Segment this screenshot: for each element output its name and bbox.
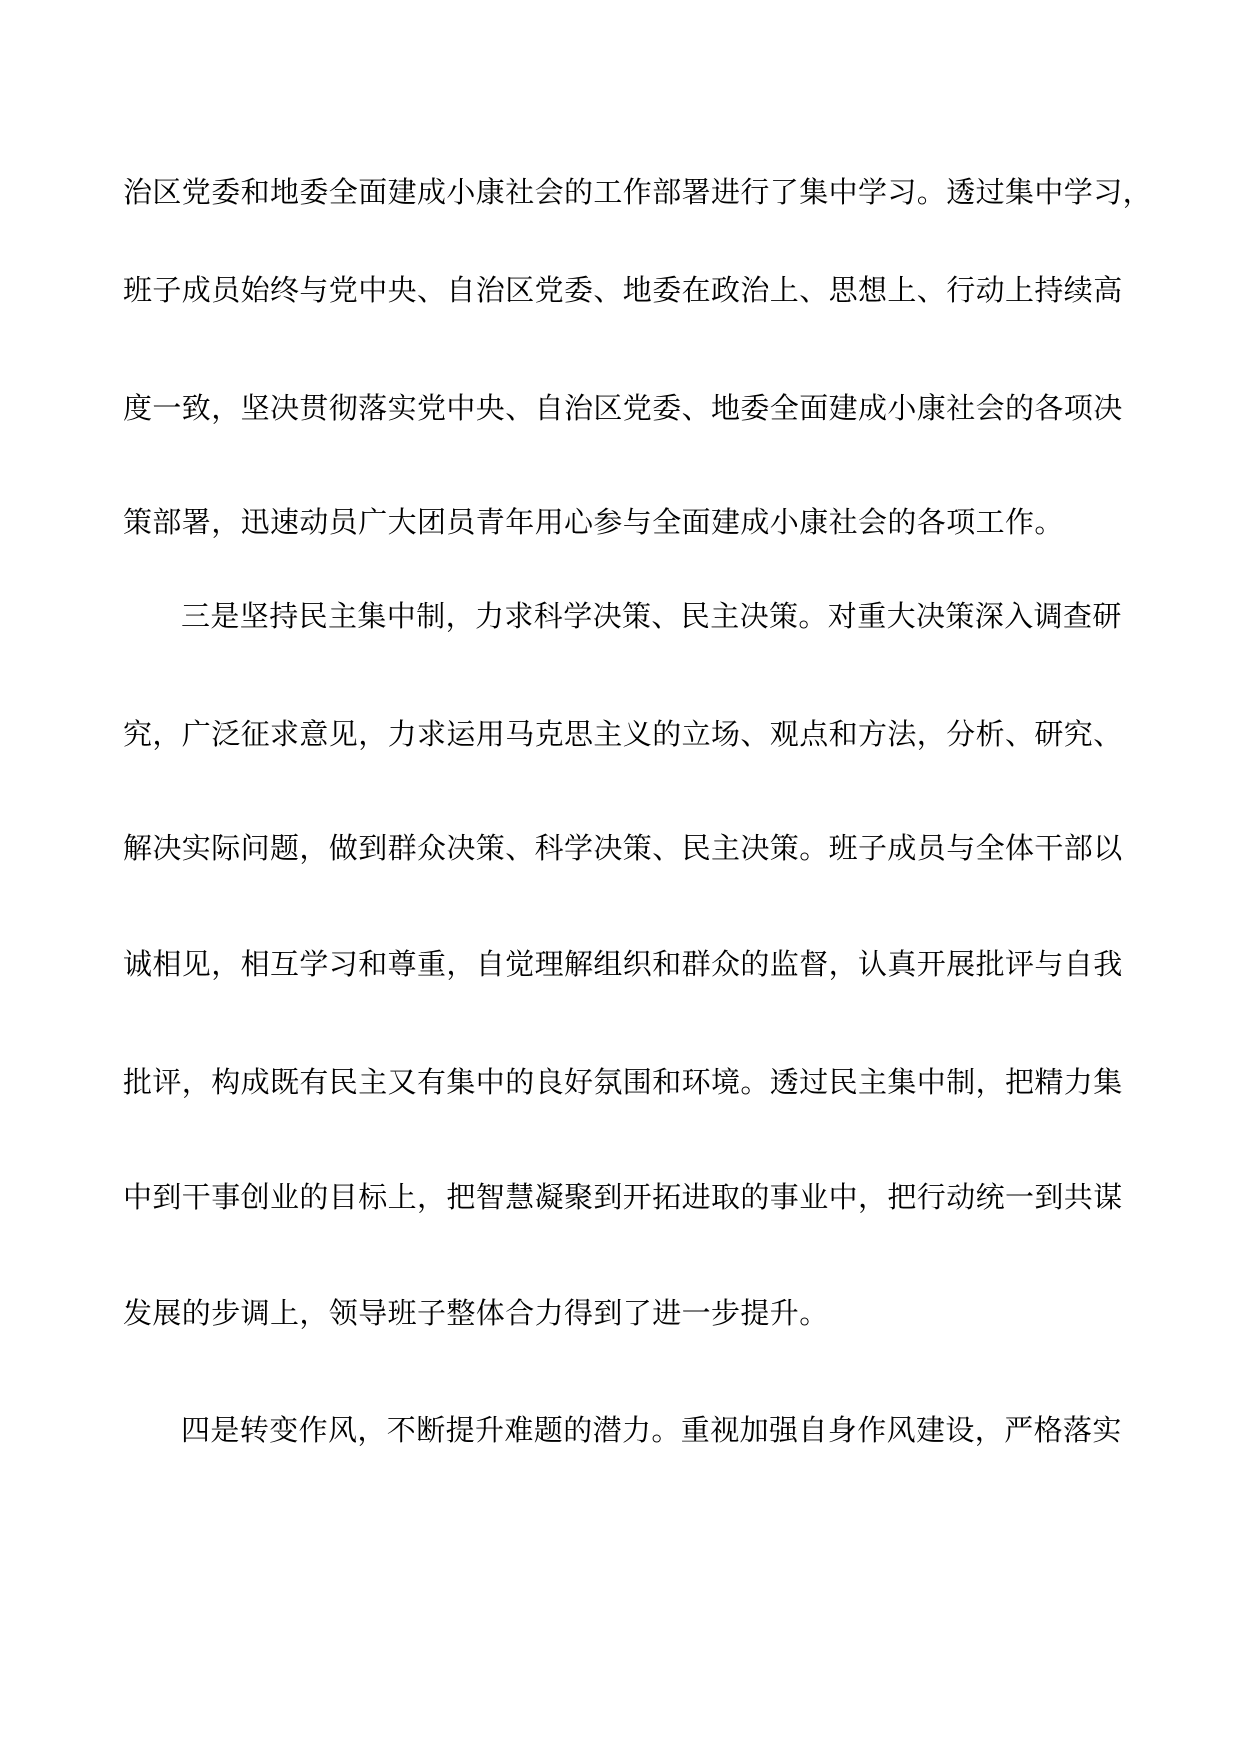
text-line-7: 解决实际问题，做到群众决策、科学决策、民主决策。班子成员与全体干部以 — [123, 831, 1123, 865]
text-line-3: 度一致，坚决贯彻落实党中央、自治区党委、地委全面建成小康社会的各项决 — [123, 391, 1123, 425]
paragraph-3-first-line: 三是坚持民主集中制，力求科学决策、民主决策。对重大决策深入调查研 — [181, 599, 1122, 633]
text-line-4: 策部署，迅速动员广大团员青年用心参与全面建成小康社会的各项工作。 — [123, 505, 1064, 539]
text-line-10: 中到干事创业的目标上，把智慧凝聚到开拓进取的事业中，把行动统一到共谋 — [123, 1180, 1123, 1214]
text-line-2: 班子成员始终与党中央、自治区党委、地委在政治上、思想上、行动上持续高 — [123, 273, 1123, 307]
text-line-6: 究，广泛征求意见，力求运用马克思主义的立场、观点和方法，分析、研究、 — [123, 717, 1123, 751]
text-line-9: 批评，构成既有民主又有集中的良好氛围和环境。透过民主集中制，把精力集 — [123, 1065, 1123, 1099]
text-line-8: 诚相见，相互学习和尊重，自觉理解组织和群众的监督，认真开展批评与自我 — [123, 947, 1123, 981]
paragraph-4-first-line: 四是转变作风，不断提升难题的潜力。重视加强自身作风建设，严格落实 — [181, 1413, 1122, 1447]
text-line-11: 发展的步调上，领导班子整体合力得到了进一步提升。 — [123, 1296, 829, 1330]
text-line-1: 治区党委和地委全面建成小康社会的工作部署进行了集中学习。透过集中学习， — [123, 175, 1153, 209]
